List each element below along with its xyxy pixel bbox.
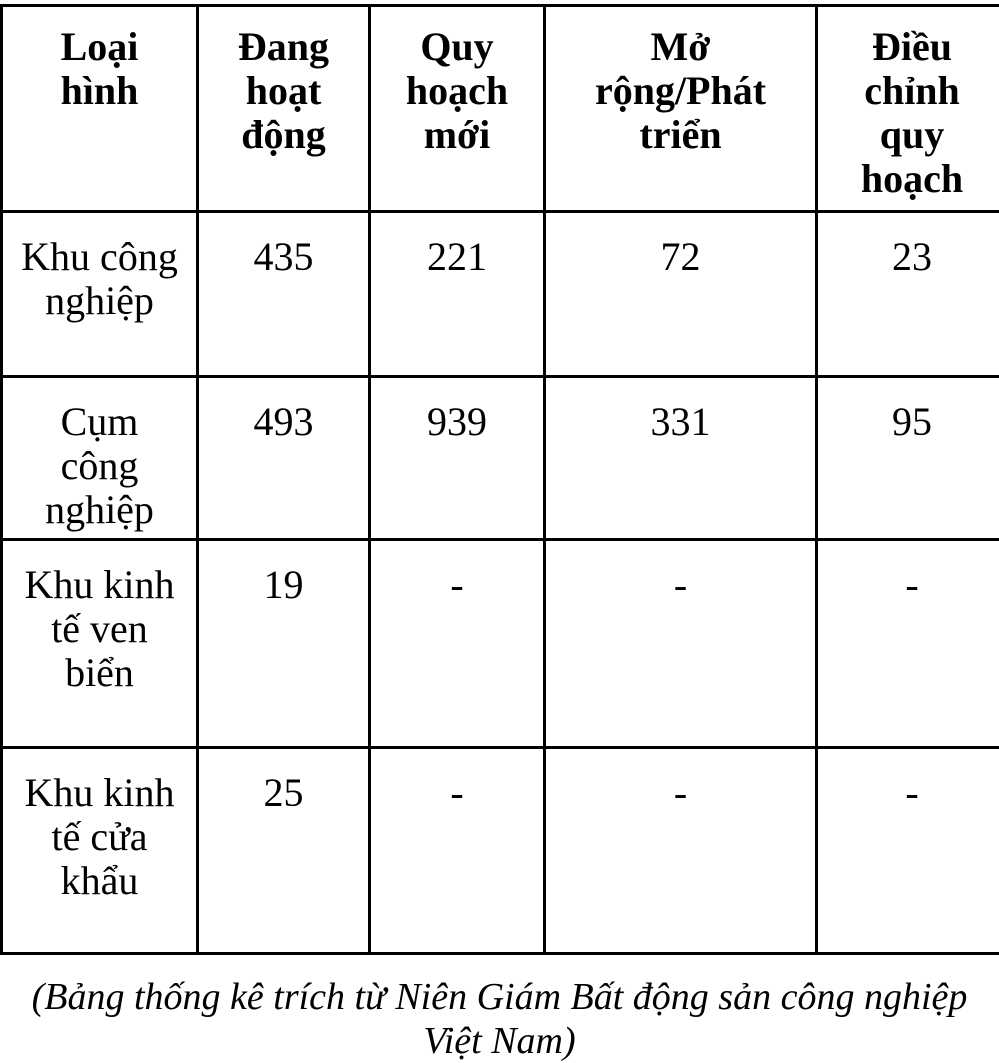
table-cell: 435 [198,212,370,377]
row-label: Khu kinh tế cửa khẩu [2,748,198,954]
table-cell: - [545,748,817,954]
table-cell: 25 [198,748,370,954]
row-label: Cụm công nghiệp [2,377,198,540]
row-label: Khu công nghiệp [2,212,198,377]
column-header-expansion: Mở rộng/Phát triển [545,6,817,212]
table-cell: - [817,748,999,954]
statistics-table [0,4,999,955]
table-cell: 221 [370,212,545,377]
table-cell: - [370,540,545,748]
table-cell: - [370,748,545,954]
column-header-operating: Đang hoạt động [198,6,370,212]
table-row [2,212,999,377]
table-header-row [2,6,999,212]
table-cell: 493 [198,377,370,540]
table-row [2,748,999,954]
table-cell: 23 [817,212,999,377]
column-header-planning-adjustment: Điều chỉnh quy hoạch [817,6,999,212]
table-cell: 939 [370,377,545,540]
table-cell: - [545,540,817,748]
table-row [2,377,999,540]
table-cell: 95 [817,377,999,540]
table-caption: (Bảng thống kê trích từ Niên Giám Bất động sản công nghiệp Việt Nam) [31,976,968,1062]
table-cell: 331 [545,377,817,540]
table-row [2,540,999,748]
row-label: Khu kinh tế ven biển [2,540,198,748]
column-header-new-planning: Quy hoạch mới [370,6,545,212]
table-cell: - [817,540,999,748]
column-header-type: Loại hình [2,6,198,212]
table-cell: 19 [198,540,370,748]
table-cell: 72 [545,212,817,377]
